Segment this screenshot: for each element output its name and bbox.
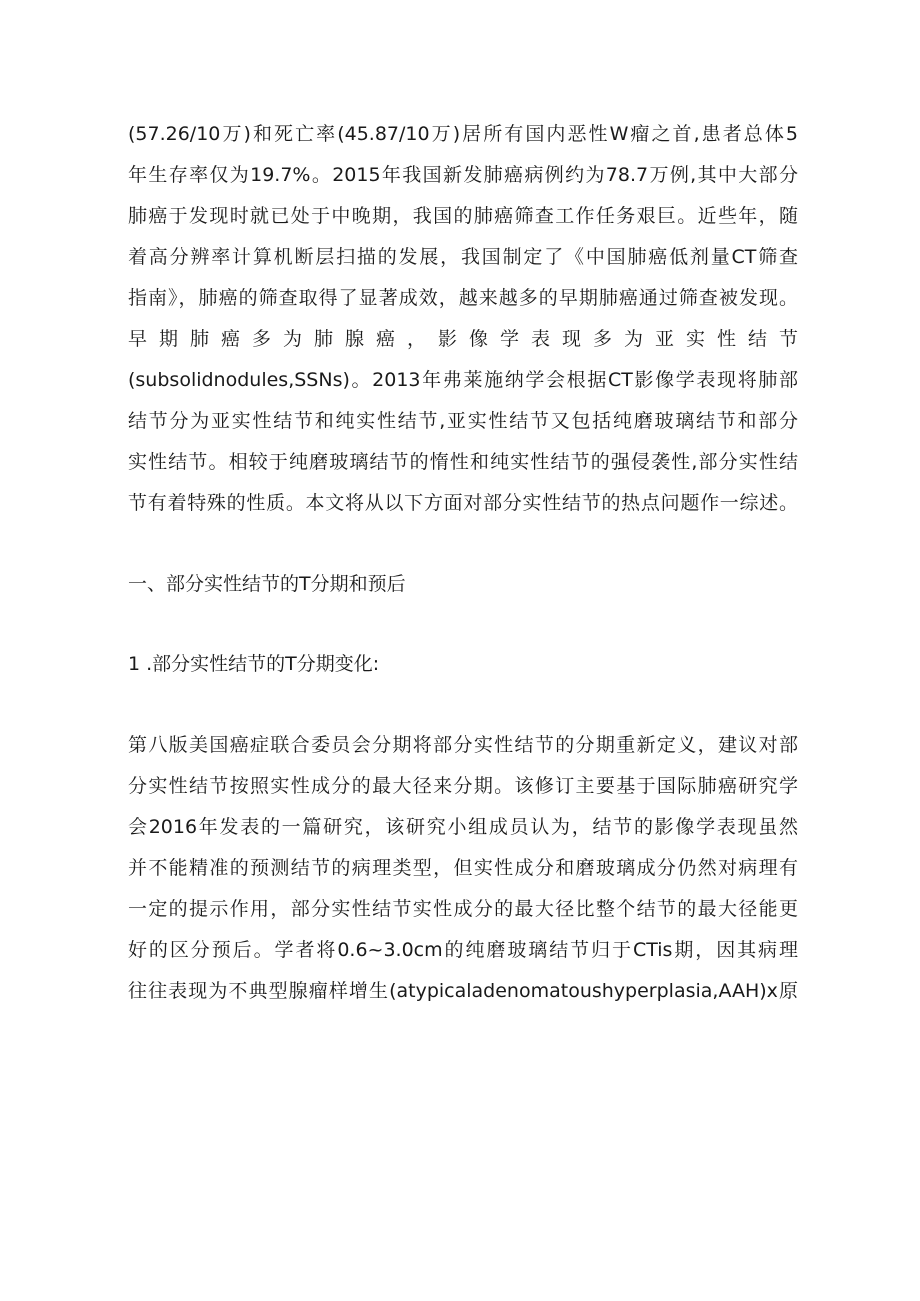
subsection-heading: 1 .部分实性结节的T分期变化: [128, 653, 380, 675]
paragraph-1-line-6: 早期肺癌多为肺腺癌，影像学表现多为亚实性结节 [128, 328, 798, 350]
section-heading: 一、部分实性结节的T分期和预后 [128, 573, 406, 595]
paragraph-2-line-7: 往往表现为不典型腺瘤样增生(atypicaladenomatoushyperplasia,AAH)x原 [128, 980, 798, 1002]
paragraph-2-line-6: 好的区分预后。学者将0.6~3.0cm的纯磨玻璃结节归于CTis期，因其病理 [128, 939, 798, 961]
paragraph-1-line-9: 实性结节。相较于纯磨玻璃结节的惰性和纯实性结节的强侵袭性,部分实性结 [128, 451, 798, 473]
paragraph-1-line-10: 节有着特殊的性质。本文将从以下方面对部分实性结节的热点问题作一综述。 [128, 492, 798, 514]
paragraph-1-line-8: 结节分为亚实性结节和纯实性结节,亚实性结节又包括纯磨玻璃结节和部分 [128, 410, 798, 432]
paragraph-1-line-2: 年生存率仅为19.7%。2015年我国新发肺癌病例约为78.7万例,其中大部分 [128, 164, 798, 186]
paragraph-1-line-5: 指南》，肺癌的筛查取得了显著成效，越来越多的早期肺癌通过筛查被发现。 [128, 287, 798, 309]
paragraph-2-line-2: 分实性结节按照实性成分的最大径来分期。该修订主要基于国际肺癌研究学 [128, 775, 798, 797]
paragraph-2-line-3: 会2016年发表的一篇研究，该研究小组成员认为，结节的影像学表现虽然 [128, 816, 798, 838]
paragraph-1-line-1: (57.26/10万)和死亡率(45.87/10万)居所有国内恶性W瘤之首,患者总体5 [128, 123, 798, 145]
paragraph-2-line-1: 第八版美国癌症联合委员会分期将部分实性结节的分期重新定义，建议对部 [128, 734, 798, 756]
paragraph-2-line-4: 并不能精准的预测结节的病理类型，但实性成分和磨玻璃成分仍然对病理有 [128, 857, 798, 879]
paragraph-1-line-7: (subsolidnodules,SSNs)。2013年弗莱施纳学会根据CT影像学表现将肺部 [128, 369, 798, 391]
paragraph-2-line-5: 一定的提示作用，部分实性结节实性成分的最大径比整个结节的最大径能更 [128, 898, 798, 920]
paragraph-1-line-3: 肺癌于发现时就已处于中晚期，我国的肺癌筛查工作任务艰巨。近些年，随 [128, 205, 798, 227]
paragraph-1-line-4: 着高分辨率计算机断层扫描的发展，我国制定了《中国肺癌低剂量CT筛查 [128, 246, 798, 268]
